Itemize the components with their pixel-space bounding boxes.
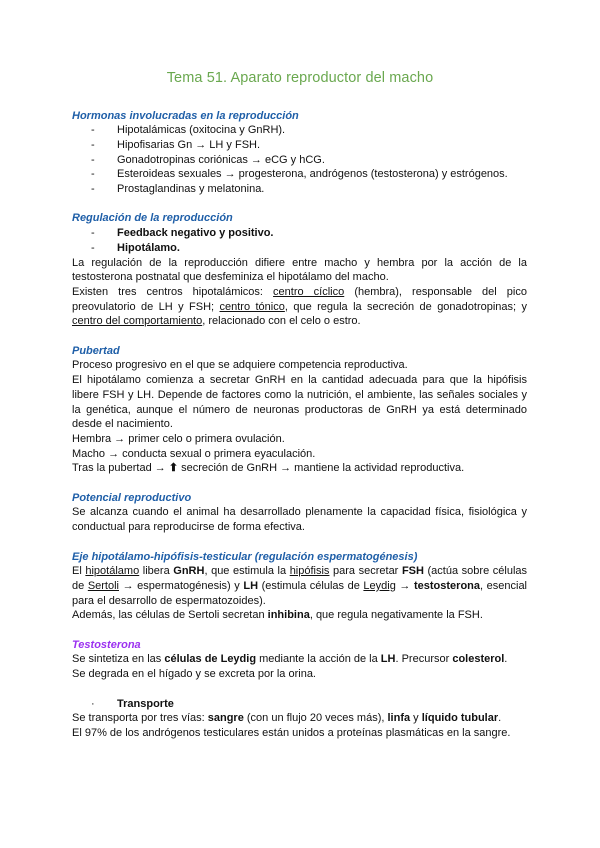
bullet-dash: - <box>91 153 95 166</box>
section <box>72 491 527 535</box>
section-heading: Potencial reproductivo <box>72 491 192 504</box>
text-run: para secretar <box>329 565 402 578</box>
text-run: Se alcanza cuando el animal ha desarrollado plenamente la capacidad física, fisiológica y conductual para reproducirse de forma efectiva. <box>72 506 527 534</box>
section <box>72 109 527 197</box>
document-body <box>72 109 527 756</box>
text-run: Hipofisarias Gn → LH y FSH. <box>117 138 261 151</box>
text-run: , relacionado con el celo o estro. <box>202 315 361 328</box>
text-run: . <box>498 712 502 725</box>
paragraph <box>72 461 527 476</box>
list-item <box>72 153 527 168</box>
text-run: El <box>72 565 86 578</box>
bold-text: LH <box>380 653 396 666</box>
text-run: La regulación de la reproducción difiere entre macho y hembra por la acción de la testosterona postnatal que desfeminiza el hipotálamo del macho. <box>72 256 527 284</box>
underlined-text: Leydig <box>363 579 396 592</box>
section-heading: Eje hipotálamo-hipófisis-testicular (regulación espermatogénesis) <box>72 550 418 563</box>
list-item <box>72 167 527 182</box>
bold-text: ⬆ <box>168 462 179 475</box>
underlined-text: hipotálamo <box>85 565 140 578</box>
paragraph <box>72 447 527 462</box>
text-run: Se transporta por tres vías: <box>72 712 208 725</box>
bold-text: colesterol <box>452 653 505 666</box>
paragraph <box>72 358 527 373</box>
text-run: libera <box>139 565 174 578</box>
text-run: Proceso progresivo en el que se adquiere competencia reproductiva. <box>72 359 408 372</box>
text-run: (con un flujo 20 veces más), <box>243 712 388 725</box>
paragraph <box>72 256 527 285</box>
text-run: Además, las células de Sertoli secretan <box>72 609 268 622</box>
text-run: mediante la acción de la <box>256 653 381 666</box>
text-run: Hipotalámicas (oxitocina y GnRH). <box>117 124 286 137</box>
bold-text: Hipotálamo. <box>117 241 180 254</box>
underlined-text: centro cíclico <box>273 285 345 298</box>
paragraph <box>72 432 527 447</box>
bullet-dash: - <box>91 227 95 240</box>
text-run: Prostaglandinas y melatonina. <box>117 183 265 196</box>
text-run: . Precursor <box>395 653 453 666</box>
bullet-dash: · <box>91 697 95 710</box>
bold-text: Feedback negativo y positivo. <box>117 227 274 240</box>
bold-text: sangre <box>207 712 244 725</box>
bullet-dash: - <box>91 124 95 137</box>
list-item <box>72 697 527 712</box>
bullet-dash: - <box>91 138 95 151</box>
paragraph <box>72 373 527 432</box>
section <box>72 550 527 624</box>
text-run: Se sintetiza en las <box>72 653 165 666</box>
bullet-dash: - <box>91 168 95 181</box>
paragraph <box>72 711 527 726</box>
text-run: Hembra → primer celo o primera ovulación. <box>72 432 285 445</box>
bold-text: Transporte <box>117 697 174 710</box>
text-run: (hembra), responsable del pico preovulatorio de LH y FSH; <box>72 285 527 313</box>
section-heading: Pubertad <box>72 344 120 357</box>
paragraph <box>72 285 527 329</box>
bullet-dash: - <box>91 241 95 254</box>
text-run: (estimula células de <box>258 579 364 592</box>
bold-text: GnRH <box>173 565 205 578</box>
bold-text: inhibina <box>267 609 310 622</box>
section-heading: Hormonas involucradas en la reproducción <box>72 109 299 122</box>
section-heading: Testosterona <box>72 638 141 651</box>
underlined-text: centro del comportamiento <box>72 315 203 328</box>
text-run: (actúa sobre células de <box>72 565 528 592</box>
bold-text: testosterona <box>413 579 481 592</box>
text-run: Existen tres centros hipotalámicos: <box>72 285 274 298</box>
text-run: → <box>395 579 414 592</box>
list-item <box>72 182 527 197</box>
section <box>72 211 527 329</box>
text-run: , que regula negativamente la FSH. <box>309 609 483 622</box>
bold-text: LH <box>243 579 259 592</box>
bold-text: líquido tubular <box>421 712 499 725</box>
list-item <box>72 138 527 153</box>
paragraph <box>72 564 527 608</box>
bold-text: células de Leydig <box>164 653 257 666</box>
text-run: Gonadotropinas coriónicas → eCG y hCG. <box>117 153 325 166</box>
paragraph <box>72 505 527 534</box>
paragraph <box>72 652 527 667</box>
text-run: Esteroideas sexuales → progesterona, andrógenos (testosterona) y estrógenos. <box>117 168 508 181</box>
underlined-text: centro tónico <box>219 300 285 313</box>
bold-text: FSH <box>401 565 424 578</box>
section <box>72 344 527 476</box>
text-run: , que estimula la <box>204 565 290 578</box>
paragraph <box>72 667 527 682</box>
text-run: y <box>410 712 422 725</box>
text-run: Tras la pubertad → <box>72 462 169 475</box>
text-run: Macho → conducta sexual o primera eyaculación. <box>72 447 316 460</box>
text-run: . <box>504 653 508 666</box>
text-run: secreción de GnRH → mantiene la actividad reproductiva. <box>178 462 465 475</box>
text-run: , que regula la secreción de gonadotropinas; y <box>284 300 528 313</box>
list-item <box>72 226 527 241</box>
section-heading: Regulación de la reproducción <box>72 212 233 225</box>
text-run: El 97% de los andrógenos testiculares están unidos a proteínas plasmáticas en la sangre. <box>72 726 511 739</box>
paragraph <box>72 608 527 623</box>
text-run: El hipotálamo comienza a secretar GnRH en la cantidad adecuada para que la hipófisis libere FSH y LH. Depende de factores como la nutrición, el ambiente, las señales sociales y la genética, aunque el número de neuronas productoras de GnRH ya está determinado desde el nacimiento. <box>72 374 527 431</box>
section <box>72 638 527 682</box>
list-item <box>72 123 527 138</box>
text-run: → espermatogénesis) y <box>119 579 244 592</box>
text-run: , esencial para el desarrollo de espermatozoides). <box>72 579 528 607</box>
text-run: Se degrada en el hígado y se excreta por la orina. <box>72 668 316 681</box>
underlined-text: hipófisis <box>289 565 330 578</box>
underlined-text: Sertoli <box>87 579 119 592</box>
bold-text: linfa <box>387 712 411 725</box>
document-title: Tema 51. Aparato reproductor del macho <box>166 70 434 86</box>
section <box>72 697 527 741</box>
paragraph <box>72 726 527 741</box>
list-item <box>72 241 527 256</box>
bullet-dash: - <box>91 183 95 196</box>
